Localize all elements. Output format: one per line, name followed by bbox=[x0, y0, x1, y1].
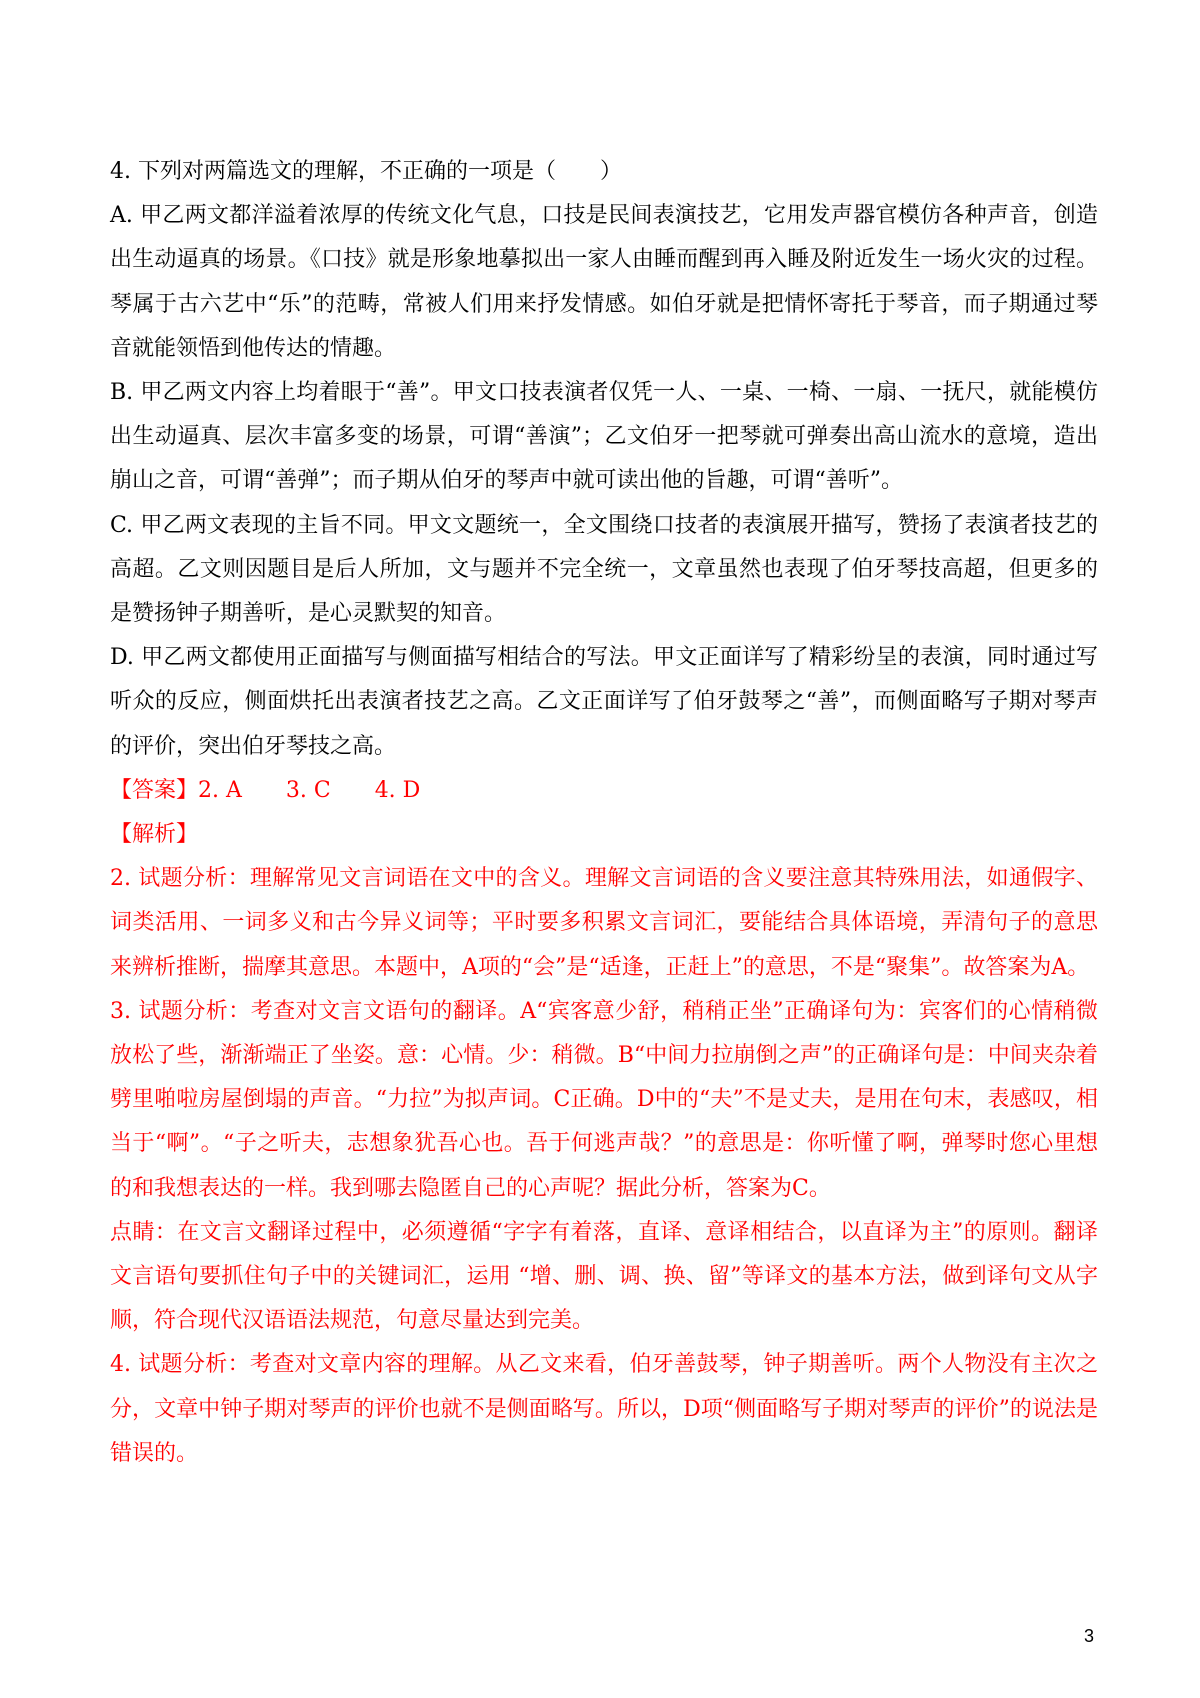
analysis-tip: 点睛：在文言文翻译过程中，必须遵循“字字有着落，直译、意译相结合，以直译为主”的原则。翻译文言语句要抓住句子中的关键词汇，运用 “增、删、调、换、留”等译文的基本方法，做到译句文从字顺，符合现代汉语语法规范，句意尽量达到完美。 bbox=[110, 1219, 1098, 1334]
question-stem: 4. 下列对两篇选文的理解，不正确的一项是（ ） bbox=[110, 159, 622, 184]
option-c: C. 甲乙两文表现的主旨不同。甲文文题统一，全文围绕口技者的表演展开描写，赞扬了表演者技艺的高超。乙文则因题目是后人所加，文与题并不完全统一，文章虽然也表现了伯牙琴技高超，但更多的是赞扬钟子期善听，是心灵默契的知音。 bbox=[110, 512, 1098, 627]
option-b: B. 甲乙两文内容上均着眼于“善”。甲文口技表演者仅凭一人、一桌、一椅、一扇、一抚尺，就能模仿出生动逼真、层次丰富多变的场景，可谓“善演”；乙文伯牙一把琴就可弹奏出高山流水的意境，造出崩山之音，可谓“善弹”；而子期从伯牙的琴声中就可读出他的旨趣，可谓“善听”。 bbox=[110, 380, 1098, 494]
analysis-q3: 3. 试题分析：考查对文言文语句的翻译。A“宾客意少舒，稍稍正坐”正确译句为：宾客们的心情稍微放松了些，渐渐端正了坐姿。意：心情。少：稍微。B“中间力拉崩倒之声”的正确译句是：中间夹杂着劈里啪啦房屋倒塌的声音。“力拉”为拟声词。C正确。D中的“夫”不是丈夫，是用在句末，表感叹，相当于“啊”。“子之听夫，志想象犹吾心也。吾于何逃声哉？”的意思是：你听懂了啊，弹琴时您心里想的和我想表达的一样。我到哪去隐匿自己的心声呢？据此分析，答案为C。 bbox=[110, 998, 1098, 1201]
analysis-q2: 2. 试题分析：理解常见文言词语在文中的含义。理解文言词语的含义要注意其特殊用法，如通假字、词类活用、一词多义和古今异义词等；平时要多积累文言词汇，要能结合具体语境，弄清句子的意思来辨析推断，揣摩其意思。本题中，A项的“会”是“适逢，正赶上”的意思，不是“聚集”。故答案为A。 bbox=[110, 866, 1098, 980]
page-number: 3 bbox=[1084, 1626, 1095, 1646]
option-d: D. 甲乙两文都使用正面描写与侧面描写相结合的写法。甲文正面详写了精彩纷呈的表演，同时通过写听众的反应，侧面烘托出表演者技艺之高。乙文正面详写了伯牙鼓琴之“善”，而侧面略写子期对琴声的评价，突出伯牙琴技之高。 bbox=[110, 645, 1098, 759]
answer-key: 【答案】2. A 3. C 4. D bbox=[110, 777, 421, 803]
option-a: A. 甲乙两文都洋溢着浓厚的传统文化气息，口技是民间表演技艺，它用发声器官模仿各种声音，创造出生动逼真的场景。《口技》就是形象地摹拟出一家人由睡而醒到再入睡及附近发生一场火灾的过程。琴属于古六艺中“乐”的范畴，常被人们用来抒发情感。如伯牙就是把情怀寄托于琴音，而子期通过琴音就能领悟到他传达的情趣。 bbox=[110, 203, 1098, 361]
analysis-label: 【解析】 bbox=[110, 822, 199, 848]
document-content bbox=[110, 150, 1098, 1476]
analysis-q4: 4. 试题分析：考查对文章内容的理解。从乙文来看，伯牙善鼓琴，钟子期善听。两个人物没有主次之分，文章中钟子期对琴声的评价也就不是侧面略写。所以，D项“侧面略写子期对琴声的评价”的说法是错误的。 bbox=[110, 1352, 1098, 1466]
